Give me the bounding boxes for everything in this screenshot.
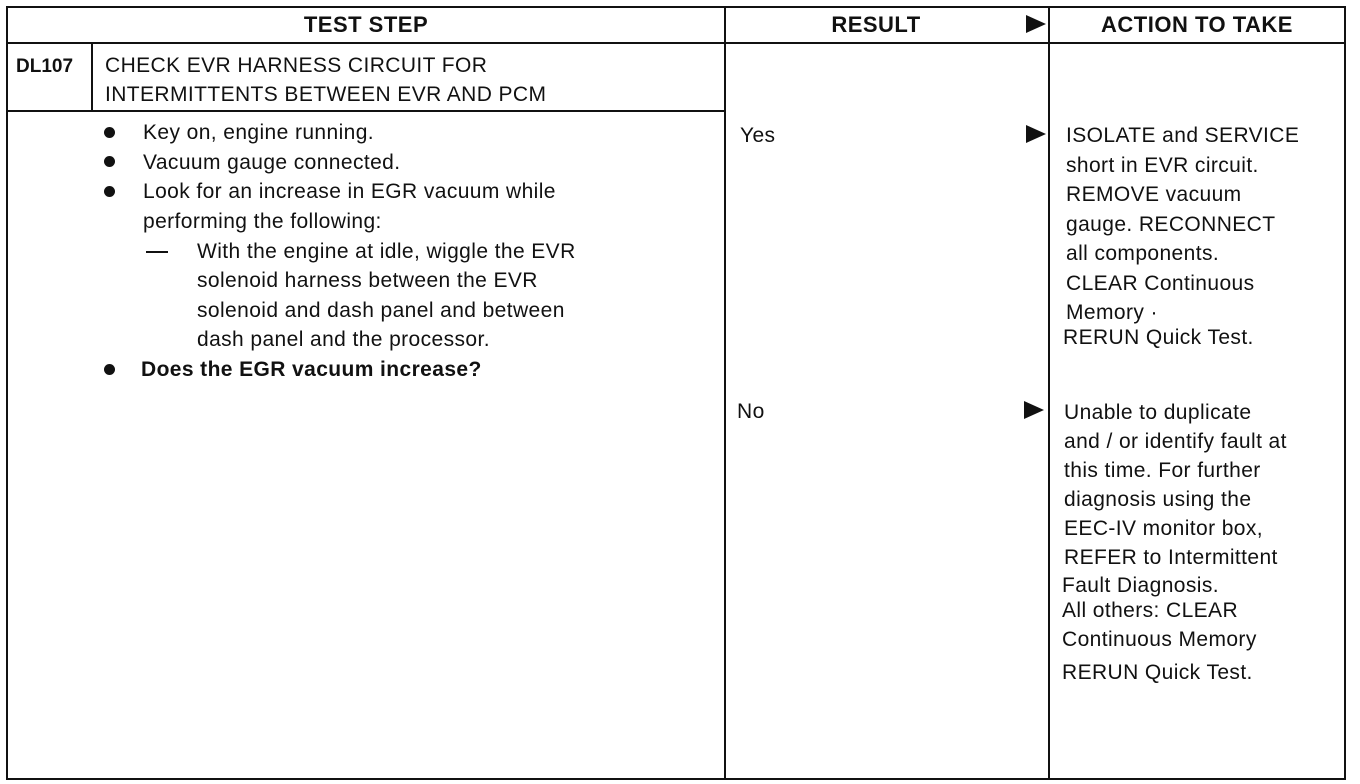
action-yes-line: all components. xyxy=(1066,242,1220,265)
teststep-result-divider xyxy=(724,6,726,780)
header-arrow-icon xyxy=(1026,15,1046,33)
bullet-icon xyxy=(104,364,115,375)
action-yes-line: gauge. RECONNECT xyxy=(1066,213,1276,236)
action-yes-line: RERUN Quick Test. xyxy=(1063,326,1254,349)
step-title-bottom-border xyxy=(6,110,726,112)
table-left-border xyxy=(6,6,8,780)
instruction-key-on: Key on, engine running. xyxy=(143,121,375,144)
action-no-line: EEC-IV monitor box, xyxy=(1064,517,1263,540)
bullet-icon xyxy=(104,186,115,197)
sub-instruction-line3: solenoid and dash panel and between xyxy=(197,299,565,322)
instruction-vacuum-gauge: Vacuum gauge connected. xyxy=(143,151,401,174)
action-no-line: this time. For further xyxy=(1064,459,1261,482)
result-yes-arrow-icon xyxy=(1026,125,1046,143)
action-no-line: RERUN Quick Test. xyxy=(1062,661,1253,684)
instruction-look-for-increase: Look for an increase in EGR vacuum while xyxy=(143,180,556,203)
sub-instruction-line1: With the engine at idle, wiggle the EVR xyxy=(197,240,576,263)
sub-instruction-line2: solenoid harness between the EVR xyxy=(197,269,538,292)
bullet-icon xyxy=(104,127,115,138)
result-no-arrow-icon xyxy=(1024,401,1044,419)
result-no: No xyxy=(737,400,765,423)
action-yes-line: Memory · xyxy=(1066,301,1158,324)
result-action-divider xyxy=(1048,6,1050,780)
step-id-divider xyxy=(91,42,93,112)
table-right-border xyxy=(1344,6,1346,780)
header-action-to-take: ACTION TO TAKE xyxy=(1101,12,1293,37)
header-test-step: TEST STEP xyxy=(303,12,429,37)
action-yes-line: ISOLATE and SERVICE xyxy=(1066,124,1300,147)
header-bottom-border xyxy=(6,42,1346,44)
dash-icon xyxy=(146,251,168,253)
step-title-line2: INTERMITTENTS BETWEEN EVR AND PCM xyxy=(105,83,547,106)
table-bottom-border xyxy=(6,778,1346,780)
action-yes-line: REMOVE vacuum xyxy=(1066,183,1242,206)
header-result: RESULT xyxy=(831,12,921,37)
bullet-icon xyxy=(104,156,115,167)
action-no-line: All others: CLEAR xyxy=(1062,599,1239,622)
action-no-line: Unable to duplicate xyxy=(1064,401,1252,424)
sub-instruction-line4: dash panel and the processor. xyxy=(197,328,490,351)
action-no-line: and / or identify fault at xyxy=(1064,430,1287,453)
instruction-look-for-increase-cont: performing the following: xyxy=(143,210,382,233)
result-yes: Yes xyxy=(740,124,776,147)
action-no-line: Fault Diagnosis. xyxy=(1062,574,1219,597)
action-no-line: REFER to Intermittent xyxy=(1064,546,1278,569)
action-no-line: Continuous Memory xyxy=(1062,628,1257,651)
step-title-line1: CHECK EVR HARNESS CIRCUIT FOR xyxy=(105,54,488,77)
step-id: DL107 xyxy=(16,56,74,77)
action-yes-line: short in EVR circuit. xyxy=(1066,154,1259,177)
action-yes-line: CLEAR Continuous xyxy=(1066,272,1255,295)
instruction-question: Does the EGR vacuum increase? xyxy=(141,358,482,381)
action-no-line: diagnosis using the xyxy=(1064,488,1252,511)
